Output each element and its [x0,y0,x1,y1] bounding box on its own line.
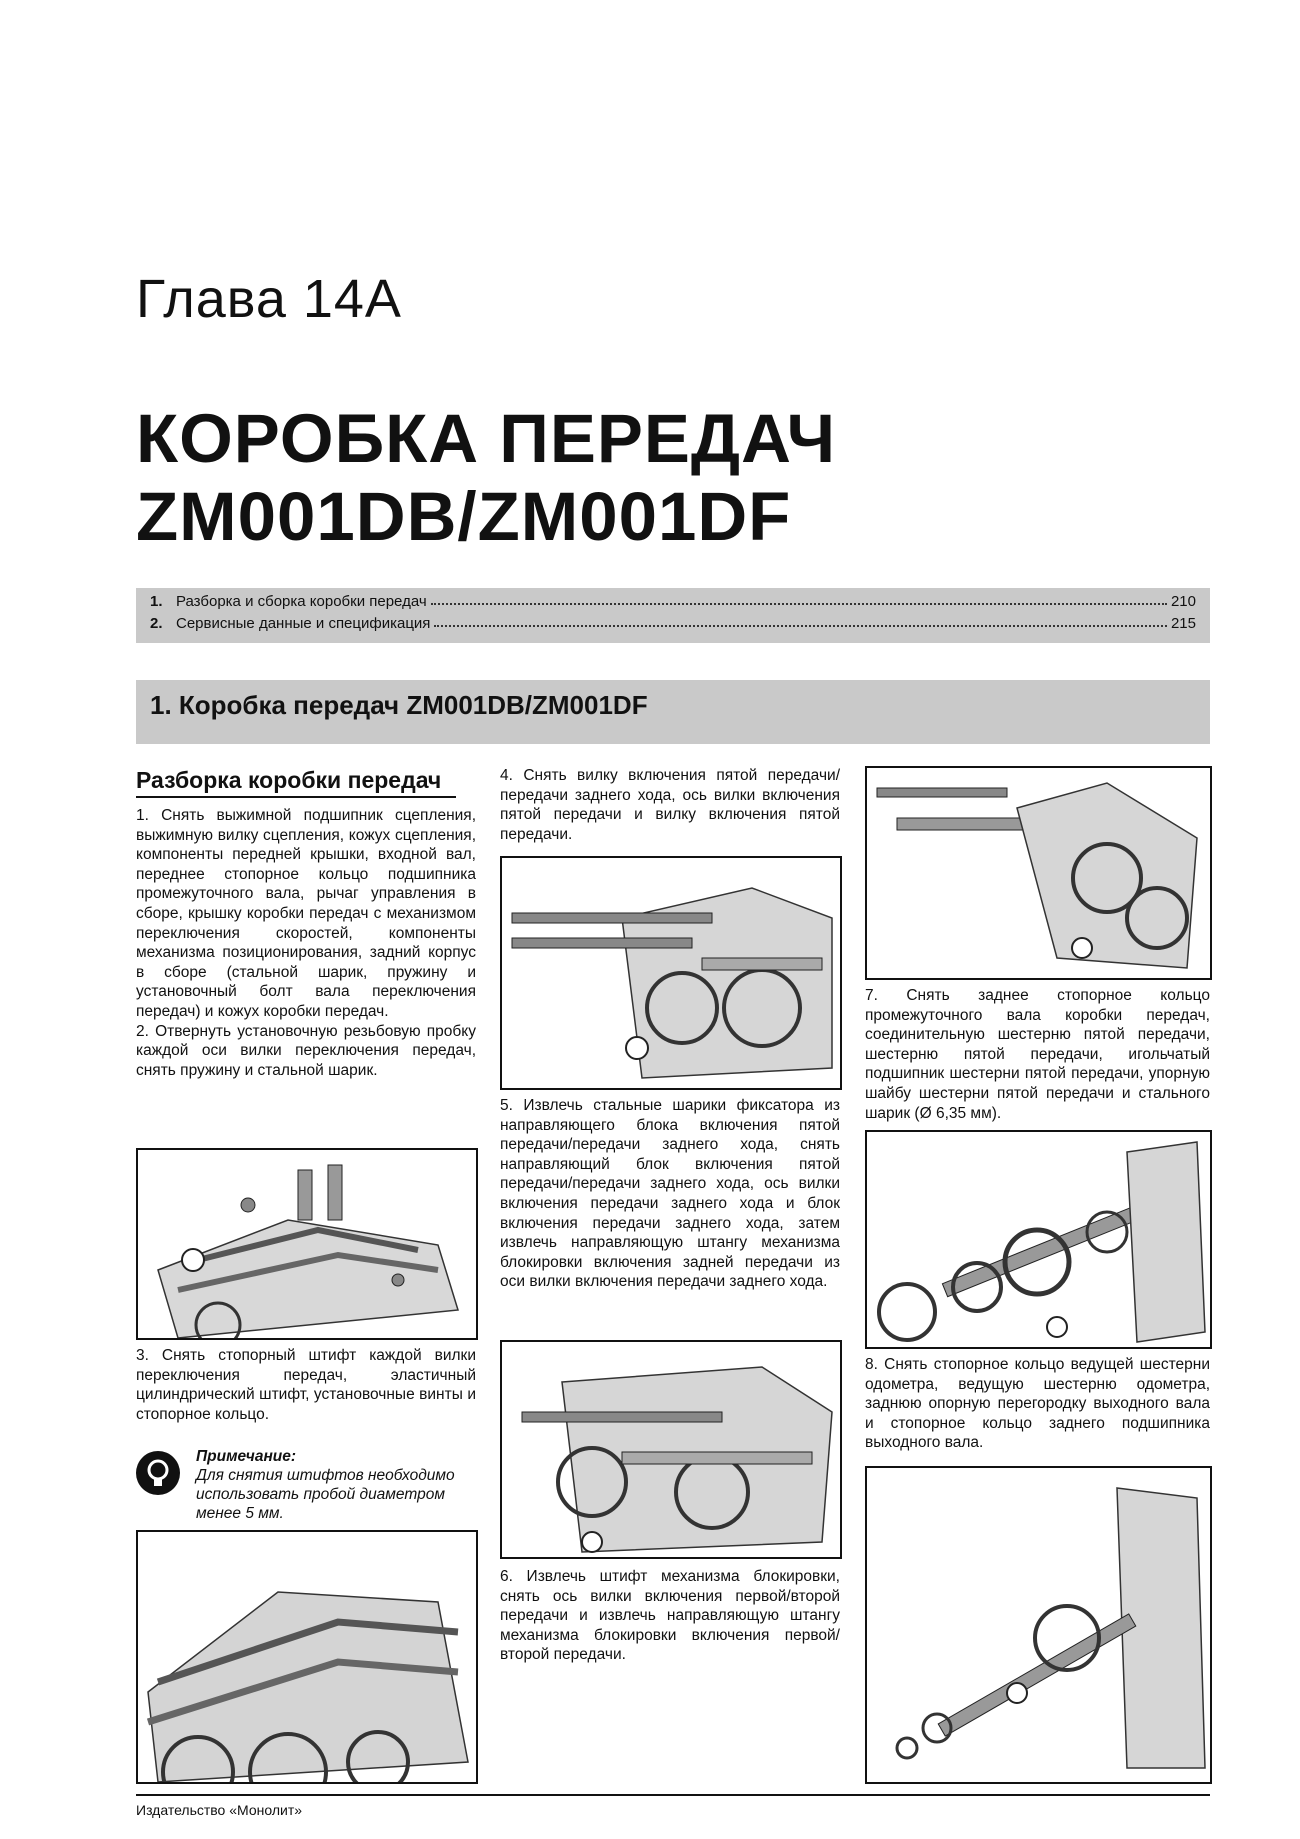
column-2-step-5 [500,1096,840,1292]
toc-item-label: Сервисные данные и спецификация [176,615,431,632]
step-4: 4. Снять вилку включения пятой передачи/передачи заднего хода, ось вилки включения пятой передачи и вилку включения пятой передачи. [500,767,840,843]
step-1: 1. Снять выжимной подшипник сцепления, выжимную вилку сцепления, кожух сцепления, компоненты передней крышки, входной вал, переднее стопорное кольцо подшипника промежуточного вала, рычаг управления в сборе, крышку коробки передач с механизмом переключения скоростей, компоненты механизма позиционирования, задний корпус в сборе (стальной шарик, пружину и установочный болт вала переключения передач) и кожух коробки передач. [136,807,476,1020]
step-7: 7. Снять заднее стопорное кольцо промежуточного вала коробки передач, соединительную шестерню пятой передачи, шестерню пятой передачи, игольчатый подшипник шестерни пятой передачи, упорную шайбу шестерни пятой передачи и стального шарик (Ø 6,35 мм). [865,987,1210,1122]
gearbox-illustration [502,1342,840,1557]
column-3-step-8 [865,1355,1210,1453]
subheading: Разборка коробки передач [136,766,456,798]
figure-step-2 [136,1148,478,1340]
publisher-footer: Издательство «Монолит» [136,1802,303,1818]
figure-step-7 [865,766,1212,980]
toc-item-number: 2. [150,615,163,632]
toc-item[interactable] [150,590,1196,610]
note-text [196,1447,476,1523]
column-1-step-3 [136,1346,476,1424]
step-8: 8. Снять стопорное кольцо ведущей шестерни одометра, ведущую шестерню одометра, заднюю опорную перегородку выходного вала и стопорное кольцо заднего подшипника выходного вала. [865,1356,1210,1452]
lightbulb-icon [136,1451,180,1495]
toc-leader [434,625,1167,627]
footer-divider [136,1794,1210,1796]
figure-step-5 [500,1340,842,1559]
step-6: 6. Извлечь штифт механизма блокировки, снять ось вилки включения первой/второй передачи и извлечь направляющую штангу механизма блокировки включения первой/второй передачи. [500,1568,840,1664]
figure-step-3 [136,1530,478,1784]
toc-item-page: 210 [1170,593,1196,610]
column-1 [136,766,476,1080]
gearbox-illustration [867,768,1210,978]
note-body: Для снятия штифтов необходимо использовать пробой диаметром менее 5 мм. [196,1467,455,1522]
title-line-2: ZM001DB/ZM001DF [136,478,792,555]
gearbox-illustration [502,858,840,1088]
toc-item-page: 215 [1170,615,1196,632]
column-2 [500,766,840,844]
column-3-step-7 [865,986,1210,1123]
gearbox-illustration [138,1150,476,1338]
toc-item-number: 1. [150,593,163,610]
column-2-step-6 [500,1567,840,1665]
section-header [136,680,1210,744]
figure-step-4 [500,856,842,1090]
output-shaft-illustration [867,1468,1210,1782]
gearbox-illustration [138,1532,476,1782]
gear-exploded-illustration [867,1132,1210,1347]
step-3: 3. Снять стопорный штифт каждой вилки переключения передач, эластичный цилиндрический штифт, установочные винты и стопорное кольцо. [136,1347,476,1423]
toc-item[interactable] [150,612,1196,632]
toc-leader [431,603,1167,605]
figure-step-8 [865,1466,1212,1784]
chapter-label: Глава 14А [136,269,402,329]
title-line-1: КОРОБКА ПЕРЕДАЧ [136,400,837,477]
page-title [136,400,836,556]
toc-item-label: Разборка и сборка коробки передач [176,593,427,610]
note-box [136,1447,476,1522]
note-label: Примечание: [196,1448,297,1465]
section-title: 1. Коробка передач ZM001DB/ZM001DF [150,690,648,720]
step-5: 5. Извлечь стальные шарики фиксатора из направляющего блока включения пятой передачи/передачи заднего хода, снять направляющий блок включения пятой передачи/передачи заднего хода, ось вилки включения передачи заднего хода и блок включения передачи заднего хода, затем извлечь направляющую штангу механизма блокировки включения задней передачи из оси вилки включения передачи заднего хода. [500,1097,840,1291]
figure-step-7b [865,1130,1212,1349]
step-2: 2. Отвернуть установочную резьбовую пробку каждой оси вилки переключения передач, снять пружину и стальной шарик. [136,1022,476,1079]
table-of-contents [136,588,1210,643]
